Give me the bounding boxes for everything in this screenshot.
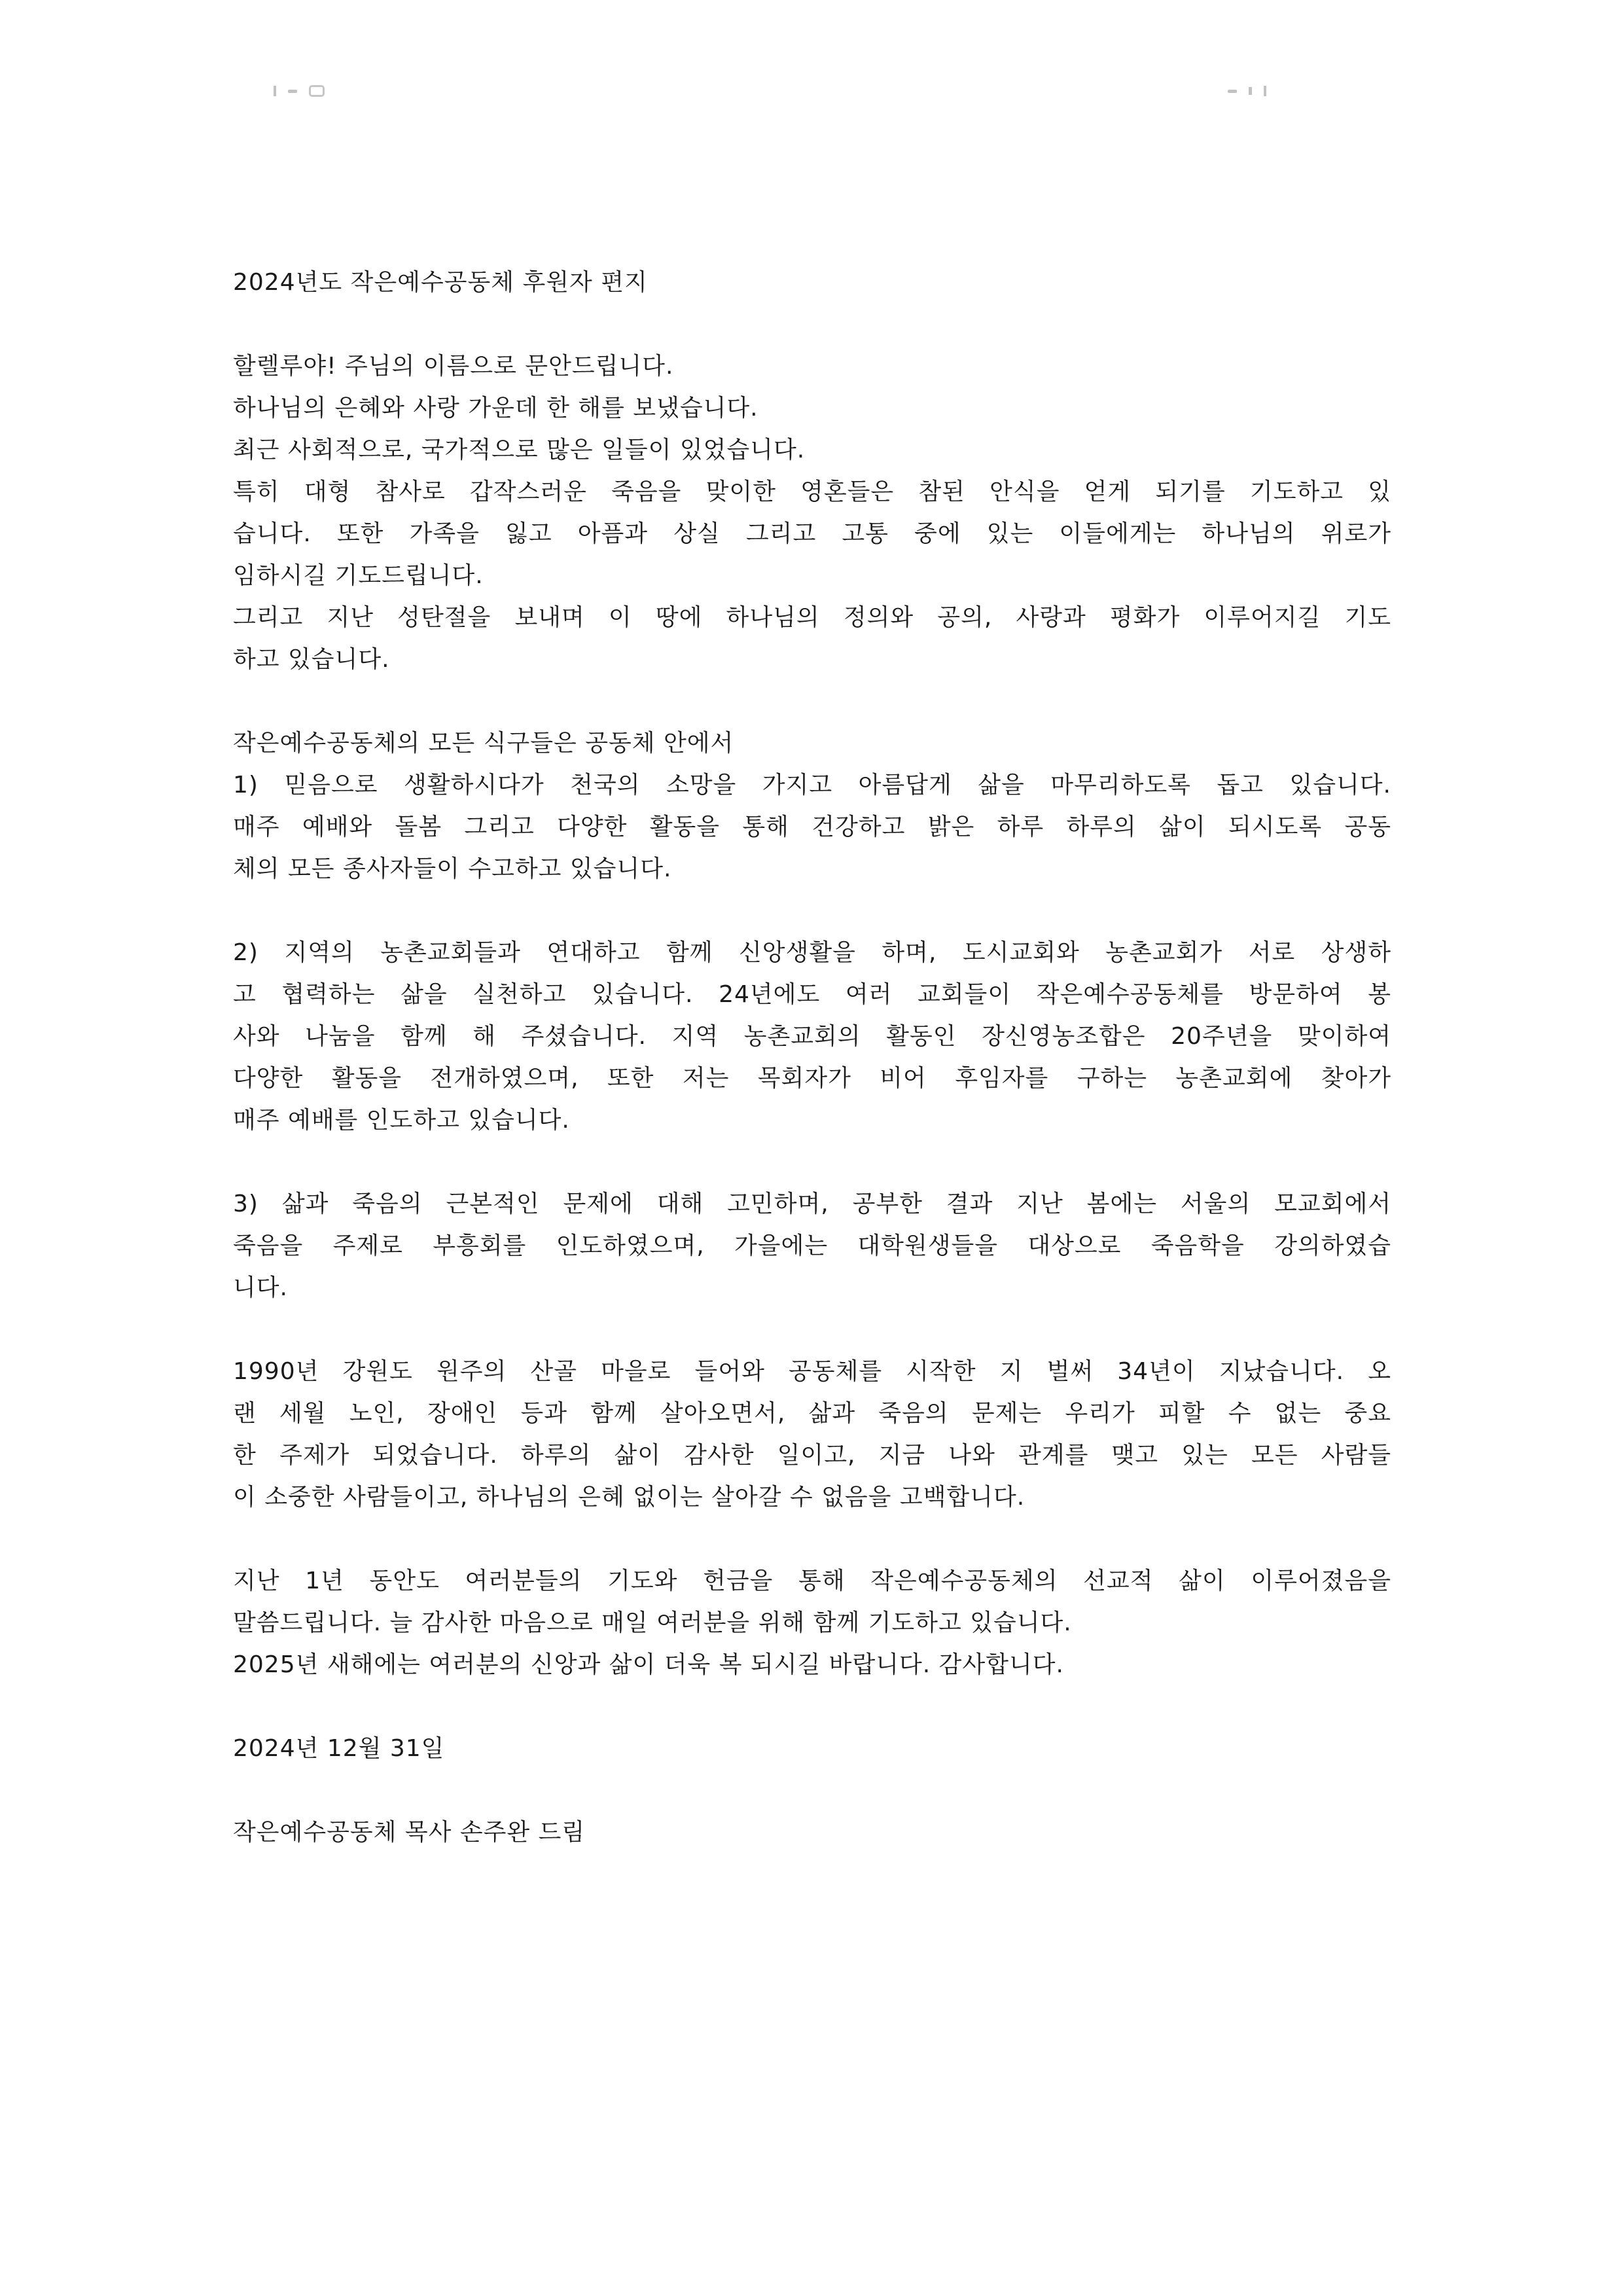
scan-speck xyxy=(1249,87,1252,95)
letter-signature: 작은예수공동체 목사 손주완 드림 xyxy=(233,1819,586,1846)
paragraph-line: 랜 세월 노인, 장애인 등과 함께 살아오면서, 삶과 죽음의 문제는 우리가 피할 수 없는 중요 xyxy=(233,1400,1391,1427)
letter-date: 2024년 12월 31일 xyxy=(233,1735,445,1762)
paragraph-gap xyxy=(233,681,1391,723)
paragraph-line: 말씀드립니다. 늘 감사한 마음으로 매일 여러분을 위해 함께 기도하고 있습니다. xyxy=(233,1609,1072,1636)
paragraph-line: 2025년 새해에는 여러분의 신앙과 삶이 더욱 복 되시길 바랍니다. 감사합니다. xyxy=(233,1651,1064,1678)
scan-artifact-right xyxy=(1228,84,1266,98)
paragraph-line: 체의 모든 종사자들이 수고하고 있습니다. xyxy=(233,855,672,882)
paragraph-line: 이 소중한 사람들이고, 하나님의 은혜 없이는 살아갈 수 없음을 고백합니다. xyxy=(233,1484,1026,1511)
scan-speck xyxy=(288,90,297,93)
paragraph-gap xyxy=(233,1309,1391,1351)
letter-title: 2024년도 작은예수공동체 후원자 편지 xyxy=(233,269,648,296)
paragraph-line: 죽음을 주제로 부흥회를 인도하였으며, 가을에는 대학원생들을 대상으로 죽음학을 강의하였습 xyxy=(233,1232,1391,1259)
paragraph-line: 임하시길 기도드립니다. xyxy=(233,562,484,589)
paragraph-line: 할렐루야! 주님의 이름으로 문안드립니다. xyxy=(233,353,674,380)
scan-speck xyxy=(1264,86,1266,96)
section-2-paragraph xyxy=(233,932,1391,1141)
letter-body xyxy=(233,262,1391,1854)
paragraph-line: 습니다. 또한 가족을 잃고 아픔과 상실 그리고 고통 중에 있는 이들에게는 하나님의 위로가 xyxy=(233,520,1391,547)
paragraph-line: 다양한 활동을 전개하였으며, 또한 저는 목회자가 비어 후임자를 구하는 농촌교회에 찾아가 xyxy=(233,1065,1391,1092)
paragraph-gap xyxy=(233,890,1391,932)
paragraph-line: 고 협력하는 삶을 실천하고 있습니다. 24년에도 여러 교회들이 작은예수공동체를 방문하여 봉 xyxy=(233,981,1391,1008)
closing-paragraph xyxy=(233,1560,1391,1686)
section-3-paragraph xyxy=(233,1183,1391,1309)
paragraph-line: 작은예수공동체의 모든 식구들은 공동체 안에서 xyxy=(233,730,734,757)
paragraph-line: 특히 대형 참사로 갑작스러운 죽음을 맞이한 영혼들은 참된 안식을 얻게 되기를 기도하고 있 xyxy=(233,478,1391,505)
paragraph-line: 2) 지역의 농촌교회들과 연대하고 함께 신앙생활을 하며, 도시교회와 농촌교회가 서로 상생하 xyxy=(233,939,1391,966)
paragraph-gap xyxy=(233,1141,1391,1183)
scan-artifact-left xyxy=(274,84,325,98)
paragraph-line: 매주 예배와 돌봄 그리고 다양한 활동을 통해 건강하고 밝은 하루 하루의 삶이 되시도록 공동 xyxy=(233,814,1391,840)
paragraph-line: 하고 있습니다. xyxy=(233,646,390,673)
paragraph-line: 한 주제가 되었습니다. 하루의 삶이 감사한 일이고, 지금 나와 관계를 맺고 있는 모든 사람들 xyxy=(233,1442,1391,1469)
scan-speck xyxy=(274,86,276,96)
paragraph-line: 하나님의 은혜와 사랑 가운데 한 해를 보냈습니다. xyxy=(233,395,758,422)
paragraph-line: 사와 나눔을 함께 해 주셨습니다. 지역 농촌교회의 활동인 장신영농조합은 20주년을 맞이하여 xyxy=(233,1023,1391,1050)
paragraph-line: 3) 삶과 죽음의 근본적인 문제에 대해 고민하며, 공부한 결과 지난 봄에는 서울의 모교회에서 xyxy=(233,1191,1391,1217)
scan-speck xyxy=(1228,90,1237,93)
paragraph-line: 지난 1년 동안도 여러분들의 기도와 헌금을 통해 작은예수공동체의 선교적 삶이 이루어졌음을 xyxy=(233,1568,1391,1594)
paragraph-line: 그리고 지난 성탄절을 보내며 이 땅에 하나님의 정의와 공의, 사랑과 평화가 이루어지길 기도 xyxy=(233,604,1391,631)
paragraph-line: 니다. xyxy=(233,1274,288,1301)
history-paragraph xyxy=(233,1351,1391,1518)
paragraph-line: 1990년 강원도 원주의 산골 마을로 들어와 공동체를 시작한 지 벌써 34년이 지났습니다. 오 xyxy=(233,1358,1391,1385)
greeting-paragraph xyxy=(233,346,1391,681)
paragraph-line: 매주 예배를 인도하고 있습니다. xyxy=(233,1107,570,1134)
paragraph-line: 1) 믿음으로 생활하시다가 천국의 소망을 가지고 아름답게 삶을 마무리하도록 돕고 있습니다. xyxy=(233,772,1391,798)
paragraph-gap xyxy=(233,1518,1391,1560)
section-1-paragraph xyxy=(233,723,1391,890)
paragraph-line: 최근 사회적으로, 국가적으로 많은 일들이 있었습니다. xyxy=(233,437,806,463)
scan-speck xyxy=(309,85,325,97)
